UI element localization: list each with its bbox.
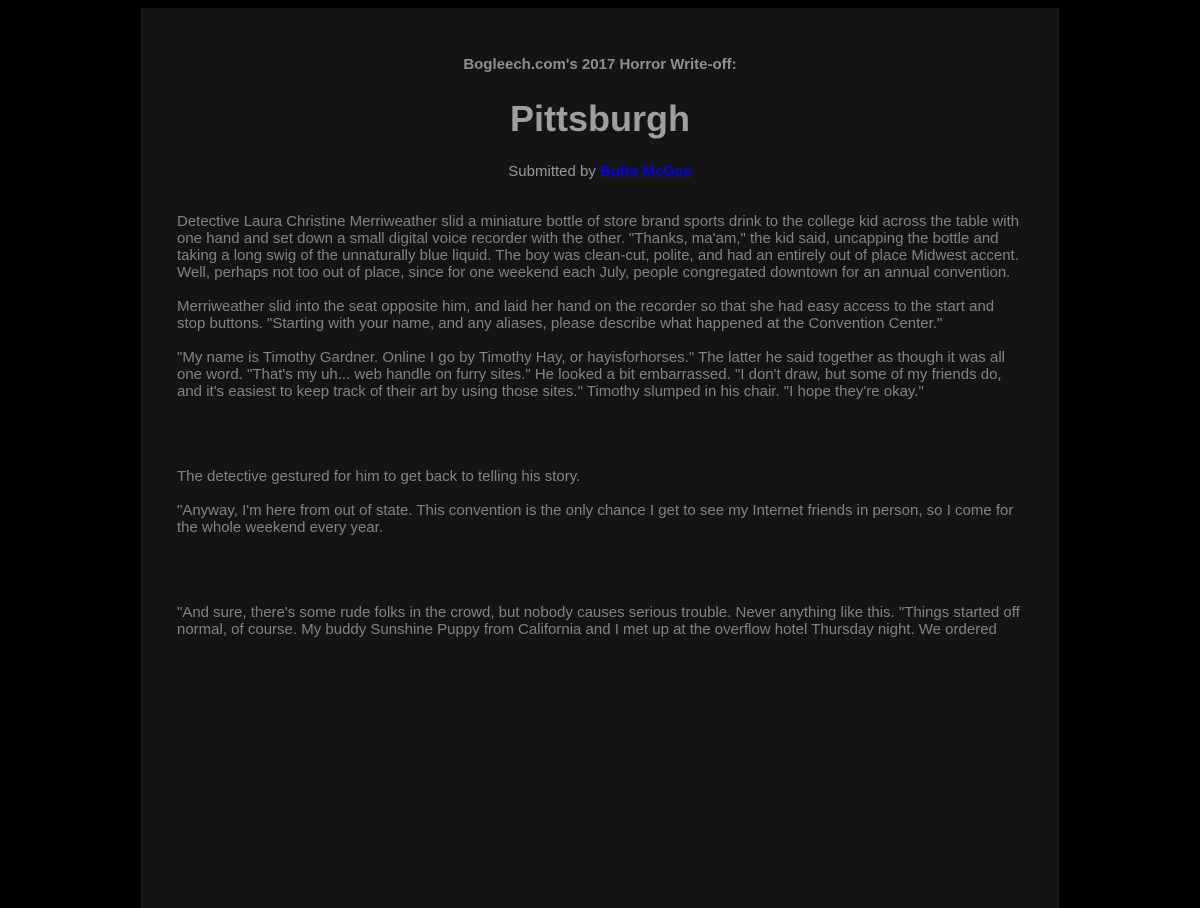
content-area xyxy=(141,8,1059,908)
story-paragraph: "My name is Timothy Gardner. Online I go by Timothy Hay, or hayisforhorses." The latter he said together as though it was all one word. "That's my uh... web handle on furry sites." He looked a bit embarrassed. "I don't draw, but some of my friends do, and it's easiest to keep track of their art by using those sites." Timothy slumped in his chair. "I hope they're okay." xyxy=(177,349,1005,400)
story-body xyxy=(177,213,1023,638)
story-paragraph: Detective Laura Christine Merriweather slid a miniature bottle of store brand sports drink to the college kid across the table with one hand and set down a small digital voice recorder with the other. "Thanks, ma'am," the kid said, uncapping the bottle and taking a long swig of the unnaturally blue liquid. The boy was clean-cut, polite, and had an entirely out of place Midwest accent. Well, perhaps not too out of place, since for one weekend each July, people congregated downtown for an annual convention. xyxy=(177,213,1020,281)
author-link[interactable]: Butts McGee xyxy=(600,163,692,180)
story-paragraph: "Anyway, I'm here from out of state. This convention is the only chance I get to see my Internet friends in person, so I come for the whole weekend every year. xyxy=(177,502,1014,536)
writeoff-header: Bogleech.com's 2017 Horror Write-off: xyxy=(463,56,737,73)
story-title: Pittsburgh xyxy=(510,98,690,139)
story-paragraph: Merriweather slid into the seat opposite him, and laid her hand on the recorder so that she had easy access to the start and stop buttons. "Starting with your name, and any aliases, please describe what happened at the Convention Center." xyxy=(177,298,995,332)
story-paragraph: The detective gestured for him to get back to telling his story. xyxy=(177,468,581,485)
story-paragraph: "And sure, there's some rude folks in the crowd, but nobody causes serious trouble. Never anything like this. "Things started off normal, of course. My buddy Sunshine Puppy from California and I met up at the overflow hotel Thursday night. We ordered xyxy=(177,604,1020,638)
submitted-by-text: Submitted by xyxy=(508,163,596,180)
byline xyxy=(177,163,1023,180)
